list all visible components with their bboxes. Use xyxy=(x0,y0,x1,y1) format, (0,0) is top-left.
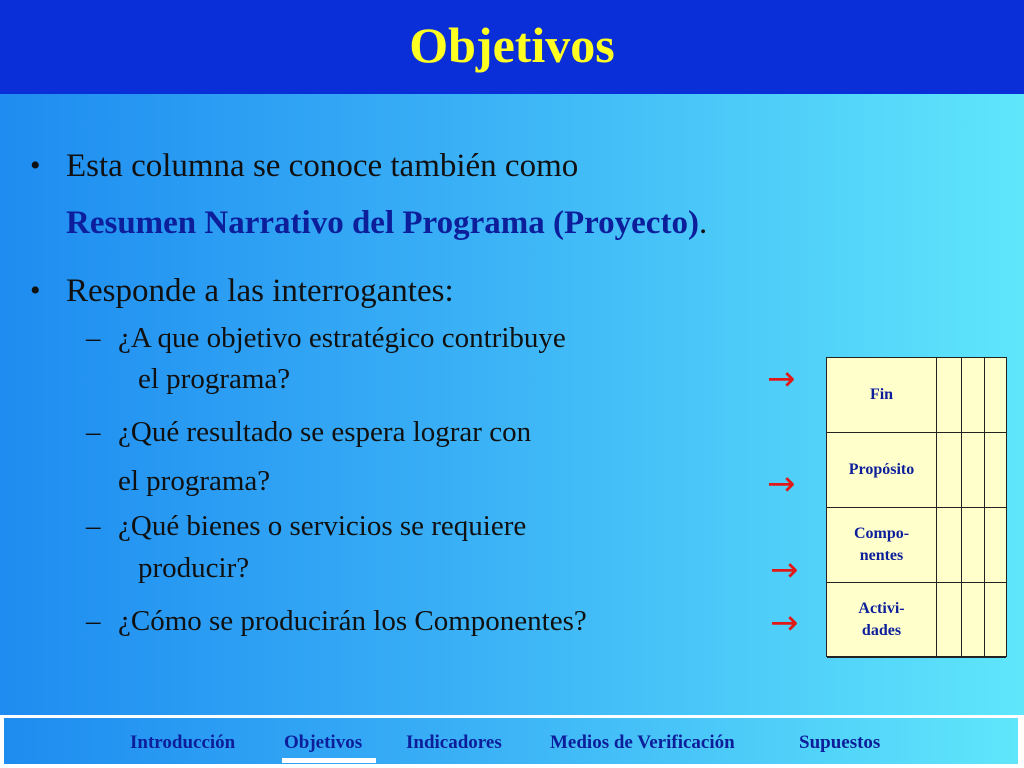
question-4-line1: ¿Cómo se producirán los Componentes? xyxy=(118,605,587,637)
nav-active-indicator xyxy=(282,758,376,763)
dash-marker: – xyxy=(86,416,101,448)
nav-medios-de-verificacion[interactable]: Medios de Verificación xyxy=(550,732,735,753)
question-3-line1: ¿Qué bienes o servicios se requiere xyxy=(118,510,527,542)
dash-marker: – xyxy=(86,510,101,542)
dash-marker: – xyxy=(86,322,101,354)
matrix-column-divider xyxy=(961,358,962,656)
nav-objetivos[interactable]: Objetivos xyxy=(284,732,363,753)
question-2-line2: el programa? xyxy=(118,465,271,497)
question-3-line2: producir? xyxy=(138,552,250,584)
matrix-label-actividades xyxy=(827,583,937,657)
matrix-label-line: dades xyxy=(861,622,902,639)
bullet-marker: • xyxy=(30,149,41,182)
matrix-column-divider xyxy=(984,358,985,656)
nav-introduccion[interactable]: Introducción xyxy=(130,732,236,753)
bullet-marker: • xyxy=(30,274,41,307)
matrix-label-proposito xyxy=(827,433,937,507)
matrix-label-fin xyxy=(827,358,937,432)
matrix-label-line: nentes xyxy=(859,547,904,564)
matrix-row-actividades xyxy=(827,583,1006,658)
matrix-label-line: Propósito xyxy=(848,461,915,478)
arrow-right-icon: → xyxy=(770,550,799,590)
arrow-right-icon: → xyxy=(767,464,796,504)
bullet-1-text: Esta columna se conoce también como xyxy=(66,148,579,184)
question-2-line1: ¿Qué resultado se espera lograr con xyxy=(118,416,532,448)
nav-supuestos[interactable]: Supuestos xyxy=(799,732,881,753)
question-1-line1: ¿A que objetivo estratégico contribuye xyxy=(118,322,566,354)
matrix-label-line: Compo- xyxy=(853,525,910,542)
bullet-1-highlight-line xyxy=(66,203,707,243)
logical-framework-matrix xyxy=(826,357,1007,657)
matrix-row-componentes xyxy=(827,508,1006,583)
arrow-right-icon: → xyxy=(770,603,799,643)
matrix-label-line: Activi- xyxy=(858,600,905,617)
matrix-row-fin xyxy=(827,358,1006,433)
slide-title: Objetivos xyxy=(409,17,615,73)
bullet-1-highlight: Resumen Narrativo del Programa (Proyecto) xyxy=(66,205,699,241)
matrix-row-proposito xyxy=(827,433,1006,508)
question-1-line2: el programa? xyxy=(138,363,291,395)
footer-nav xyxy=(0,715,1024,768)
bullet-1-suffix: . xyxy=(698,205,708,241)
matrix-label-componentes xyxy=(827,508,937,582)
nav-indicadores[interactable]: Indicadores xyxy=(406,732,502,753)
arrow-right-icon: → xyxy=(767,359,796,399)
title-bar xyxy=(0,0,1024,94)
bullet-2-text: Responde a las interrogantes: xyxy=(66,273,454,309)
matrix-label-line: Fin xyxy=(869,386,894,403)
dash-marker: – xyxy=(86,605,101,637)
